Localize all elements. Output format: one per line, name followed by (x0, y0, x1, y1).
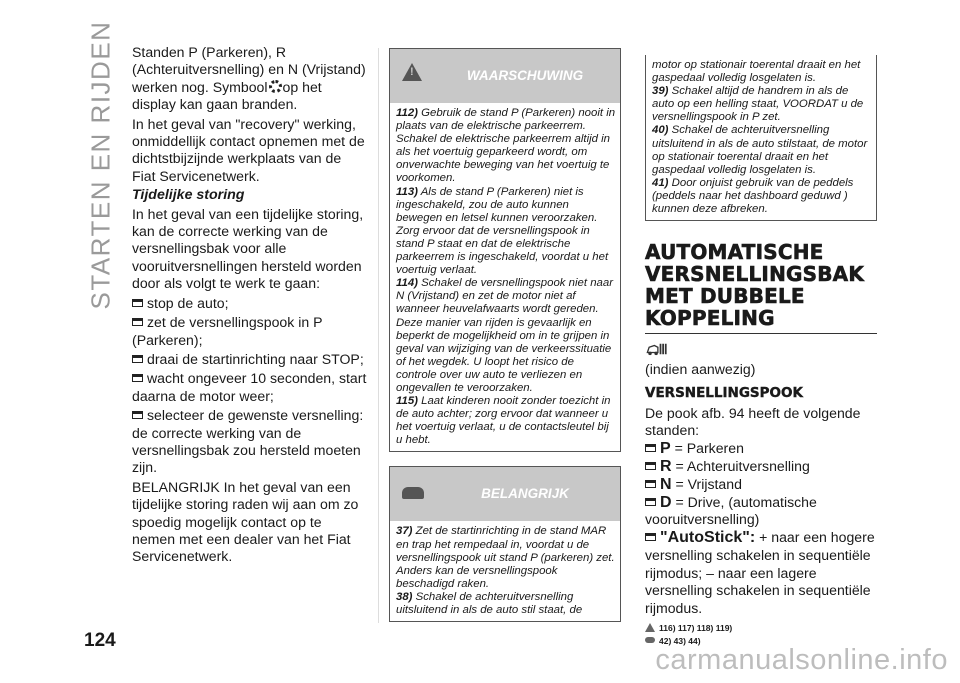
step-item: draai de startinrichting naar STOP; (132, 351, 368, 368)
warning-triangle-icon (645, 623, 655, 632)
bullet-icon (132, 355, 143, 363)
step-item: wacht ongeveer 10 seconden, start daarna de motor weer; (132, 370, 367, 404)
bullet-icon (645, 480, 656, 488)
bullet-icon (645, 444, 656, 452)
warning-body (390, 103, 620, 451)
gear-warning-icon (269, 80, 282, 93)
continued-body (646, 55, 876, 220)
warning-title: WAARSCHUWING (466, 68, 584, 83)
important-title: BELANGRIJK (481, 486, 569, 502)
bullet-icon (132, 374, 143, 382)
position-item: D = Drive, (automatische vooruitversnelling) (645, 493, 817, 528)
column-divider (378, 48, 379, 623)
continued-item: 41) Door onjuist gebruik van de peddels (peddels naar het dashboard geduwd ) kunnen deze afbreken. (652, 176, 854, 216)
step-item: stop de auto; (132, 295, 368, 312)
bullet-icon (132, 299, 143, 307)
paragraph-recovery-contact: In het geval van "recovery" werking, onmiddellijk contact opnemen met de dichtstbijzijnde werkplaats van de Fiat Servicenetwerk. (132, 115, 365, 184)
bullet-icon (132, 411, 143, 419)
continued-item: motor op stationair toerental draait en het gaspedaal volledig losgelaten is. (652, 59, 861, 85)
column-1 (132, 44, 368, 568)
position-item: "AutoStick": + naar een hogere versnelling schakelen in sequentiële rijmodus; – naar een lagere versnelling schakelen in sequentiële rijmodus. (645, 529, 875, 617)
important-box (389, 466, 621, 622)
important-references: 42) 43) 44) (645, 635, 877, 648)
step-item: selecteer de gewenste versnelling: de correcte werking van de versnellingsbak zou hersteld moeten zijn. (132, 407, 364, 476)
section-title: AUTOMATISCHE VERSNELLINGSBAK MET DUBBELE KOPPELING (645, 240, 865, 331)
important-item: 37) Zet de startinrichting in de stand MAR en trap het rempedaal in, voordat u de versnellingspook uit stand P (parkeren) zet. Anders kan de versnellingspook beschadigd raken. (396, 525, 615, 590)
warning-item: 115) Laat kinderen nooit zonder toezicht in de auto achter; zorg ervoor dat wanneer u het voertuig verlaat, u de contactsleutel bij u hebt. (396, 395, 611, 447)
gearbox-section (645, 342, 877, 648)
column-2 (389, 48, 621, 622)
bullet-icon (645, 462, 656, 470)
important-header (390, 467, 620, 521)
section-side-title: STARTEN EN RIJDEN (85, 20, 116, 310)
continued-item: 40) Schakel de achteruitversnelling uitsluitend in als de auto stilstaat, de motor op stationair toerental draait en het gaspedaal volledig losgelaten is. (652, 124, 868, 176)
warning-item: 112) Gebruik de stand P (Parkeren) nooit in plaats van de elektrische parkeerrem. Schakel de elektrische parkeerrem altijd in als het voertuig geparkeerd wordt, om onverwachte beweging van het voertuig te voorkomen. (396, 107, 616, 185)
bullet-icon (645, 533, 656, 541)
car-icon (645, 637, 655, 643)
position-item: N = Vrijstand (645, 476, 877, 494)
lever-intro: De pook afb. 94 heeft de volgende standen: (645, 404, 861, 439)
important-item: 38) Schakel de achteruitversnelling uitsluitend in als de auto stil staat, de (396, 590, 583, 616)
availability-note: (indien aanwezig) (645, 360, 756, 377)
bullet-icon (645, 498, 656, 506)
paragraph-recovery-mode: Standen P (Parkeren), R (Achteruitversnelling) en N (Vrijstand) werken nog. Symbool op het display kan gaan branden. (132, 44, 366, 113)
continued-item: 39) Schakel altijd de handrem in als de auto op een helling staat, VOORDAT u de versnellingspook in P zet. (652, 85, 864, 124)
paragraph-important-note: BELANGRIJK In het geval van een tijdelijke storing raden wij aan om zo spoedig mogelijk contact op te nemen met een dealer van het Fiat Servicenetwerk. (132, 478, 359, 565)
car-icon (402, 487, 424, 499)
optional-equipment-icon (645, 342, 669, 356)
step-item: zet de versnellingspook in P (Parkeren); (132, 314, 323, 348)
bullet-icon (132, 318, 143, 326)
warning-item: 113) Als de stand P (Parkeren) niet is ingeschakeld, zou de auto kunnen bewegen en letsel kunnen veroorzaken. Zorg ervoor dat de versnellingspook in stand P staat en dat de elektrische parkeerrem is ingeschakeld, voordat u het voertuig verlaat. (396, 185, 609, 277)
warning-item: 114) Schakel de versnellingspook niet naar N (Vrijstand) en zet de motor niet af wanneer heuvelafwaarts wordt gereden. Deze manier van rijden is gevaarlijk en beperkt de mogelijkheid om in te grijpen in geval van wijziging van de verkeerssituatie of het wegdek. U loopt het risico de controle over uw auto te verliezen en ongevallen te veroorzaken. (396, 277, 613, 394)
heading-temporary-fault: Tijdelijke storing (132, 187, 245, 204)
position-item: P = Parkeren (645, 440, 877, 458)
warning-header (390, 49, 620, 103)
continued-box (645, 55, 877, 221)
paragraph-temporary-fault: In het geval van een tijdelijke storing, kan de correcte werking van de versnellingsbak voor alle vooruitversnellingen hersteld worden door als volgt te werk te gaan: (132, 205, 364, 292)
column-3 (645, 55, 877, 648)
warning-references: 116) 117) 118) 119) (645, 622, 877, 635)
watermark: carmanualsonline.info (655, 644, 948, 676)
important-body (390, 521, 620, 621)
warning-triangle-icon (402, 63, 422, 81)
section-rule (645, 333, 877, 334)
page-number: 124 (84, 630, 116, 651)
warning-box (389, 48, 621, 452)
position-item: R = Achteruitversnelling (645, 458, 877, 476)
subheading-gear-lever: VERSNELLINGSPOOK (645, 384, 803, 401)
